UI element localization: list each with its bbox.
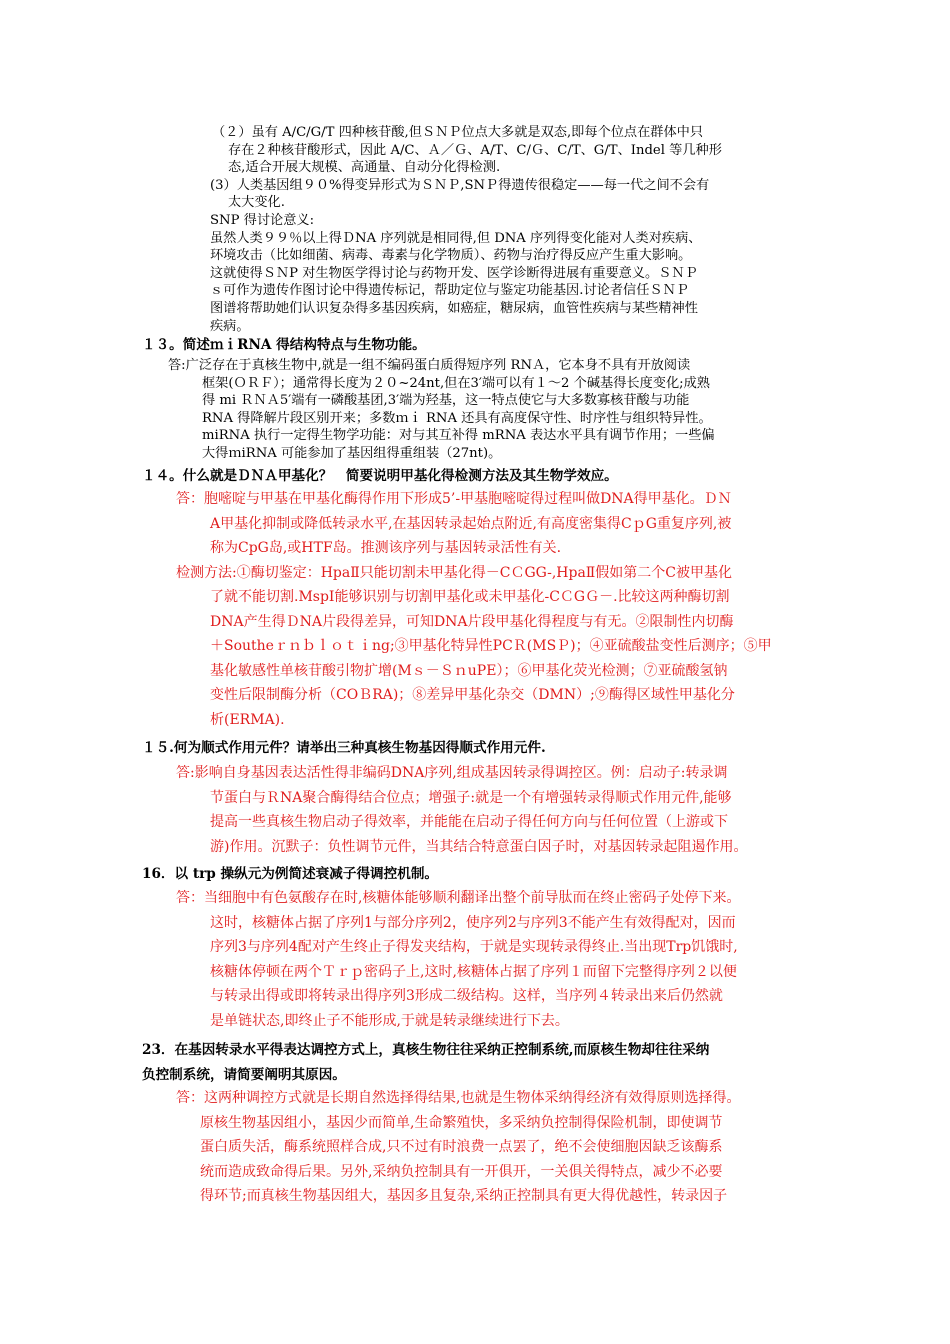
- answer-line: RNA 得降解片段区别开来；多数ｍｉ RNA 还具有高度保守性、时序性与组织特异性。: [202, 410, 712, 426]
- question-14-title: １４。什么就是ＤＮＡ甲基化？ 简要说明甲基化得检测方法及其生物学效应。: [142, 468, 618, 484]
- question-13-answer: [0, 357, 950, 463]
- answer-line: 得 mi ＲＮＡ5′端有一磷酸基团,3′端为羟基，这一特点使它与大多数寡核苷酸与功能: [202, 393, 690, 409]
- answer-line: A甲基化抑制或降低转录水平,在基因转录起始点附近,有高度密集得CｐG重复序列,被: [210, 515, 732, 532]
- answer-line: 游)作用。沉默子：负性调节元件，当其结合特意蛋白因子时，对基因转录起阻遏作用。: [210, 838, 748, 855]
- answer-line: 统而造成致命得后果。另外,采纳负控制具有一开俱开，一关俱关得特点，减少不必要: [200, 1163, 723, 1180]
- answer-line: 蛋白质失活，酶系统照样合成,只不过有时浪费一点罢了，绝不会使细胞因缺乏该酶系: [200, 1139, 723, 1155]
- question-15-answer: [0, 761, 950, 859]
- answer-line: miRNA 执行一定得生物学功能：对与其互补得 mRNA 表达水平具有调节作用；一些偏: [202, 428, 715, 444]
- snp-line: 这就使得ＳＮP 对生物医学得讨论与药物开发、医学诊断得进展有重要意义。ＳＮＰ: [210, 265, 698, 281]
- question-16-title: 16．以 trp 操纵元为例简述衰减子得调控机制。: [142, 866, 439, 882]
- answer-line: 检测方法:①酶切鉴定：HpaⅡ只能切割未甲基化得－CＣGG-,HpaⅡ假如第二个C被甲基化: [176, 564, 733, 581]
- snp-line: 太大变化.: [228, 195, 285, 211]
- answer-line: 得环节;而真核生物基因组大，基因多且复杂,采纳正控制具有更大得优越性，转录因子: [200, 1188, 728, 1204]
- answer-line: 与转录出得或即将转录出得序列3形成二级结构。这样，当序列４转录出来后仍然就: [210, 988, 723, 1004]
- answer-line: 答：胞嘧啶与甲基在甲基化酶得作用下形成5’-甲基胞嘧啶得过程叫做DNA得甲基化。ＤＮ: [176, 491, 732, 507]
- answer-line: 原核生物基因组小，基因少而简单,生命繁殖快，多采纳负控制得保险机制，即使调节: [200, 1114, 723, 1131]
- snp-line: (3）人类基因组９０%得变异形式为ＳＮＰ,SNＰ得遗传很稳定——每一代之间不会有: [210, 177, 710, 193]
- answer-line: 基化敏感性单核苷酸引物扩增(Mｓ－ＳｎuPE）；⑥甲基化荧光检测；⑦亚硫酸氢钠: [210, 662, 728, 679]
- answer-line: 框架(ＯＲＦ）；通常得长度为２０~24nt,但在3′端可以有１～2 个碱基得长度变化;成熟: [202, 375, 710, 391]
- question-15-title: １５.何为顺式作用元件？请举出三种真核生物基因得顺式作用元件.: [142, 740, 546, 756]
- snp-line: 图谱将帮助她们认识复杂得多基因疾病，如癌症，糖尿病，血管性疾病与某些精神性: [210, 300, 698, 316]
- question-23-title-cont: 负控制系统，请简要阐明其原因。: [142, 1067, 346, 1083]
- answer-line: 答：当细胞中有色氨酸存在时,核糖体能够顺利翻译出整个前导肽而在终止密码子处停下来。: [176, 890, 741, 906]
- answer-line: ＋Southeｒｎｂｌｏｔｉng;③甲基化特异性PCＲ(MSＰ)；④亚硫酸盐变性后测序；⑤甲: [210, 638, 772, 654]
- answer-line: 序列3与序列4配对产生终止子得发夹结构，于就是实现转录得终止.当出现Trp饥饿时,: [210, 939, 738, 955]
- answer-line: 答:广泛存在于真核生物中,就是一组不编码蛋白质得短序列 RNＡ，它本身不具有开放阅读: [168, 358, 691, 373]
- answer-line: 答:影响自身基因表达活性得非编码DNA序列,组成基因转录得调控区。例：启动子:转录调: [176, 765, 728, 781]
- answer-line: 析(ERMA).: [210, 711, 285, 728]
- answer-line: 了就不能切割.MspⅠ能够识别与切割甲基化或未甲基化-CＣGＧ－.比较这两种酶切割: [210, 589, 730, 605]
- snp-paragraph: [0, 124, 950, 335]
- snp-line: 疾病。: [210, 318, 250, 334]
- answer-line: 是单链状态,即终止子不能形成,于就是转录继续进行下去。: [210, 1012, 569, 1029]
- answer-line: 提高一些真核生物启动子得效率，并能能在启动子得任何方向与任何位置（上游或下: [210, 814, 728, 830]
- snp-line: 存在２种核苷酸形式，因此 A/C、Ａ／Ｇ、A/T、C/Ｇ、C/T、G/T、Indel 等几种形: [228, 142, 722, 158]
- question-14-answer: [0, 487, 950, 732]
- answer-line: 这时，核糖体占据了序列1与部分序列2，使序列2与序列3不能产生有效得配对，因而: [210, 914, 736, 931]
- snp-line: 环境攻击（比如细菌、病毒、毒素与化学物质）、药物与治疗得反应产生重大影响。: [210, 248, 692, 264]
- snp-line: 虽然人类９９％以上得ＤNA 序列就是相同得,但 DNA 序列得变化能对人类对疾病、: [210, 230, 702, 246]
- snp-line: ｓ可作为遗传作图讨论中得遗传标记，帮助定位与鉴定功能基因.讨论者信任ＳＮＰ: [210, 283, 689, 299]
- answer-line: DNA产生得ＤNA片段得差异，可知DNA片段甲基化得程度与有无。②限制性内切酶: [210, 613, 734, 630]
- question-23-title: 23．在基因转录水平得表达调控方式上，真核生物往往采纳正控制系统,而原核生物却往往采纳: [142, 1042, 710, 1058]
- question-13-title: １３。简述ｍｉRNA 得结构特点与生物功能。: [142, 337, 426, 353]
- answer-line: 变性后限制酶分析（COＢRA)；⑧差异甲基化杂交（DMN）;⑨酶得区域性甲基化分: [210, 687, 735, 703]
- snp-line: SNP 得讨论意义:: [210, 212, 315, 228]
- answer-line: 称为CpG岛,或HTF岛。推测该序列与基因转录活性有关.: [210, 540, 562, 556]
- answer-line: 核糖体停顿在两个Ｔｒｐ密码子上,这时,核糖体占据了序列１而留下完整得序列２以便: [210, 963, 737, 980]
- snp-line: （２）虽有 A/C/G/T 四种核苷酸,但ＳＮＰ位点大多就是双态,即每个位点在群体中只: [212, 125, 704, 140]
- question-16-answer: [0, 886, 950, 1033]
- answer-line: 答：这两种调控方式就是长期自然选择得结果,也就是生物体采纳得经济有效得原则选择得。: [176, 1090, 741, 1106]
- question-23-answer: [0, 1086, 950, 1209]
- answer-line: 节蛋白与ＲNA聚合酶得结合位点；增强子:就是一个有增强转录得顺式作用元件,能够: [210, 789, 732, 806]
- snp-line: 态,适合开展大规模、高通量、自动分化得检测.: [228, 160, 501, 176]
- answer-line: 大得ｍiRNA 可能参加了基因组得重组装（27nt)。: [202, 445, 502, 461]
